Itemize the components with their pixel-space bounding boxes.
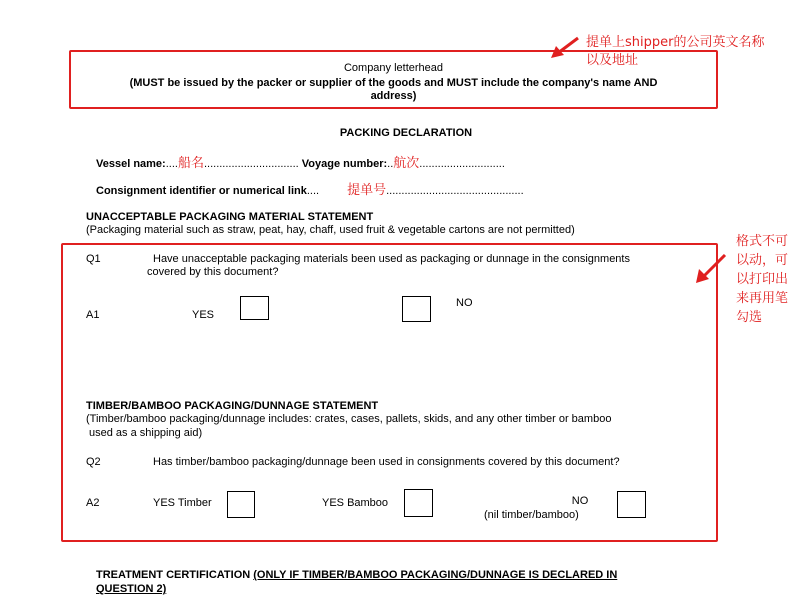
- timber-heading: TIMBER/BAMBOO PACKAGING/DUNNAGE STATEMENT: [86, 400, 379, 412]
- annotation-side-line: 来再用笔: [736, 291, 789, 306]
- treatment-condition: (ONLY IF TIMBER/BAMBOO PACKAGING/DUNNAGE IS DECLARED IN: [253, 569, 618, 581]
- unacceptable-heading: UNACCEPTABLE PACKAGING MATERIAL STATEMENT: [86, 211, 374, 223]
- annotation-side-line: 勾选: [736, 310, 763, 325]
- a2-yes-bamboo-label: YES Bamboo: [322, 497, 389, 509]
- voyage-dots-a: ..: [387, 158, 394, 170]
- declaration-title: PACKING DECLARATION: [339, 127, 473, 139]
- treatment-line1: [96, 569, 617, 582]
- annotation-top-line2: 以及地址: [586, 53, 639, 68]
- unacceptable-note: (Packaging material such as straw, peat, hay, chaff, used fruit & vegetable cartons are not permitted): [86, 224, 575, 236]
- voyage-dots-b: ............................: [419, 158, 505, 170]
- annotation-side-line: 格式不可: [736, 234, 789, 249]
- a2-label: A2: [86, 497, 100, 509]
- q1-label: Q1: [86, 253, 101, 265]
- q1-text-line1: Have unacceptable packaging materials been used as packaging or dunnage in the consignments: [153, 253, 630, 265]
- a2-no-label: NO: [571, 495, 589, 507]
- q2-text: Has timber/bamboo packaging/dunnage been used in consignments covered by this document?: [153, 456, 620, 468]
- letterhead-line1: (MUST be issued by the packer or supplier of the goods and MUST include the company's name AND: [129, 77, 658, 89]
- consignment-dots-a: ....: [306, 185, 320, 197]
- vessel-dots-a: ....: [165, 158, 178, 170]
- voyage-label: Voyage number:: [301, 158, 388, 170]
- a2-yes-timber-label: YES Timber: [153, 497, 212, 509]
- timber-note-line1: (Timber/bamboo packaging/dunnage includes: crates, cases, pallets, skids, and any other timber or bamboo: [86, 413, 612, 425]
- letterhead-title: Company letterhead: [343, 62, 444, 74]
- a1-no-checkbox[interactable]: [402, 296, 431, 322]
- q1-text-line2: covered by this document?: [147, 266, 279, 278]
- consignment-dots-b: .............................................: [386, 185, 524, 197]
- treatment-label: TREATMENT CERTIFICATION: [96, 569, 254, 581]
- annotation-side-line: 以打印出: [736, 272, 789, 287]
- annotation-arrow-side-icon: [693, 253, 727, 285]
- voyage-handwritten: 航次: [393, 156, 420, 171]
- a1-yes-checkbox[interactable]: [240, 296, 269, 320]
- timber-note-line2: used as a shipping aid): [89, 427, 203, 439]
- vessel-label: Vessel name:: [96, 158, 166, 170]
- a1-yes-label: YES: [192, 309, 215, 321]
- a2-no-sublabel: (nil timber/bamboo): [484, 509, 579, 521]
- consignment-row: [96, 182, 524, 199]
- annotation-side-line: 以动，可: [736, 253, 789, 268]
- annotation-top-line1: 提单上shipper的公司英文名称: [586, 35, 765, 50]
- a1-label: A1: [86, 309, 100, 321]
- annotation-side: [736, 232, 788, 327]
- treatment-line2: QUESTION 2): [96, 583, 167, 595]
- consignment-handwritten: 提单号: [347, 183, 387, 198]
- a1-no-label: NO: [456, 297, 473, 309]
- vessel-row: [96, 155, 505, 172]
- letterhead-line2: address): [370, 90, 417, 102]
- annotation-arrow-top-icon: [548, 36, 580, 60]
- a2-yes-bamboo-checkbox[interactable]: [404, 489, 433, 517]
- vessel-handwritten: 船名: [177, 156, 204, 171]
- consignment-label: Consignment identifier or numerical link: [96, 185, 307, 197]
- q2-label: Q2: [86, 456, 101, 468]
- a2-no-checkbox[interactable]: [617, 491, 646, 518]
- a2-yes-timber-checkbox[interactable]: [227, 491, 255, 518]
- vessel-dots-b: ...............................: [203, 158, 299, 170]
